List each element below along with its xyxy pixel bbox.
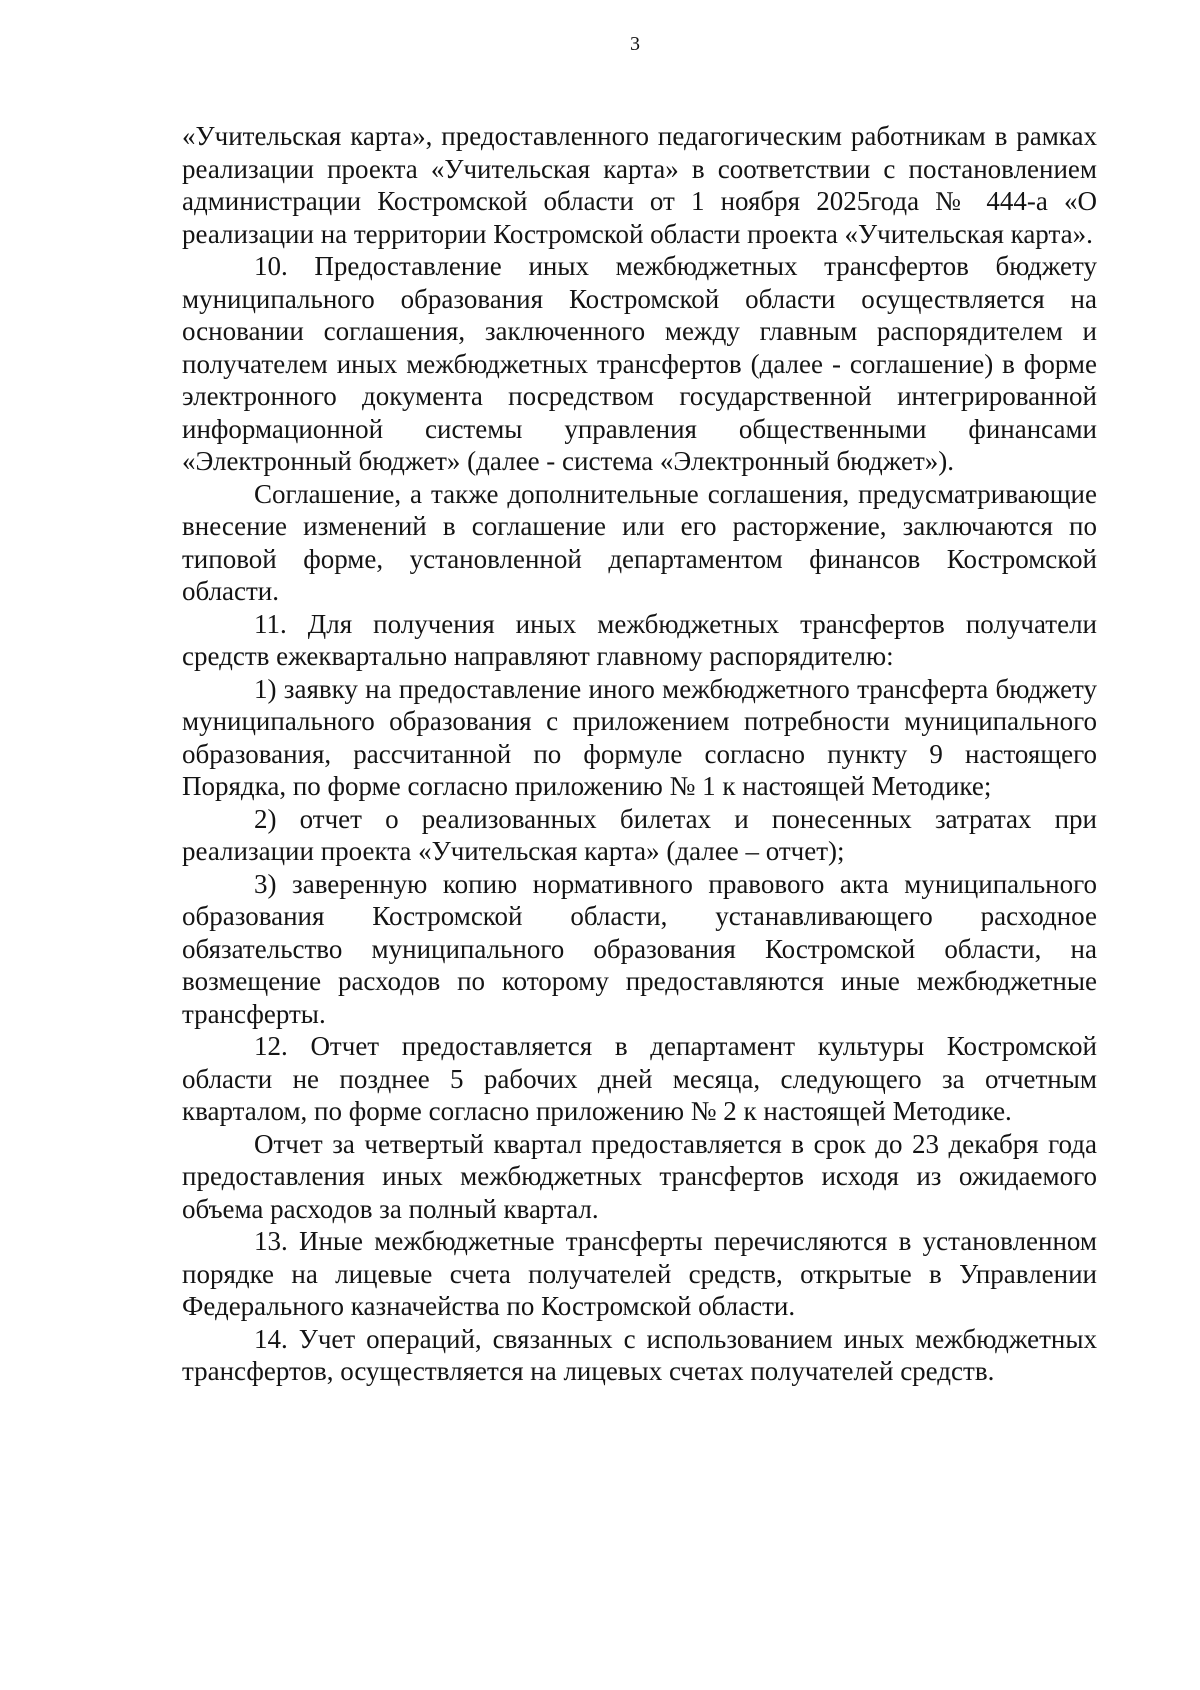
paragraph-item-14: 14. Учет операций, связанных с использованием иных межбюджетных трансфертов, осуществляется на лицевых счетах получателей средств. bbox=[182, 1323, 1097, 1386]
paragraph-item-12: 12. Отчет предоставляется в департамент культуры Костромской области не позднее 5 рабочих дней месяца, следующего за отчетным кварталом, по форме согласно приложению № 2 к настоящей Методике. bbox=[182, 1031, 1097, 1126]
paragraph-item-11: 11. Для получения иных межбюджетных трансфертов получатели средств ежеквартально направляют главному распорядителю: bbox=[182, 608, 1097, 671]
paragraph-teacher-card-continuation: «Учительская карта», предоставленного педагогическим работникам в рамках реализации проекта «Учительская карта» в соответствии с постановлением администрации Костромской области от 1 ноября 2025года № 444-а «О реализации на территории Костромской области проекта «Учительская карта». bbox=[182, 121, 1097, 249]
paragraph-item-11-3: 3) заверенную копию нормативного правового акта муниципального образования Костромской области, устанавливающего расходное обязательство муниципального образования Костромской области, на возмещение расходов по которому предоставляются иные межбюджетные трансферты. bbox=[182, 868, 1097, 1029]
paragraph-item-11-1: 1) заявку на предоставление иного межбюджетного трансферта бюджету муниципального образования с приложением потребности муниципального образования, рассчитанной по формуле согласно пункту 9 настоящего Порядка, по форме согласно приложению № 1 к настоящей Методике; bbox=[182, 673, 1097, 801]
paragraph-item-13: 13. Иные межбюджетные трансферты перечисляются в установленном порядке на лицевые счета получателей средств, открытые в Управлении Федерального казначейства по Костромской области. bbox=[182, 1226, 1097, 1321]
paragraph-agreement: Соглашение, а также дополнительные соглашения, предусматривающие внесение изменений в соглашение или его расторжение, заключаются по типовой форме, установленной департаментом финансов Костромской области. bbox=[182, 478, 1097, 606]
paragraph-item-11-2: 2) отчет о реализованных билетах и понесенных затратах при реализации проекта «Учительская карта» (далее – отчет); bbox=[182, 803, 1097, 866]
page-number: 3 bbox=[630, 33, 640, 55]
paragraph-fourth-quarter-report: Отчет за четвертый квартал предоставляется в срок до 23 декабря года предоставления иных межбюджетных трансфертов исходя из ожидаемого объема расходов за полный квартал. bbox=[182, 1128, 1097, 1224]
paragraph-item-10: 10. Предоставление иных межбюджетных трансфертов бюджету муниципального образования Костромской области осуществляется на основании соглашения, заключенного между главным распорядителем и получателем иных межбюджетных трансфертов (далее - соглашение) в форме электронного документа посредством государственной интегрированной информационной системы управления общественными финансами «Электронный бюджет» (далее - система «Электронный бюджет»). bbox=[182, 251, 1097, 476]
document-body bbox=[182, 120, 1097, 1388]
